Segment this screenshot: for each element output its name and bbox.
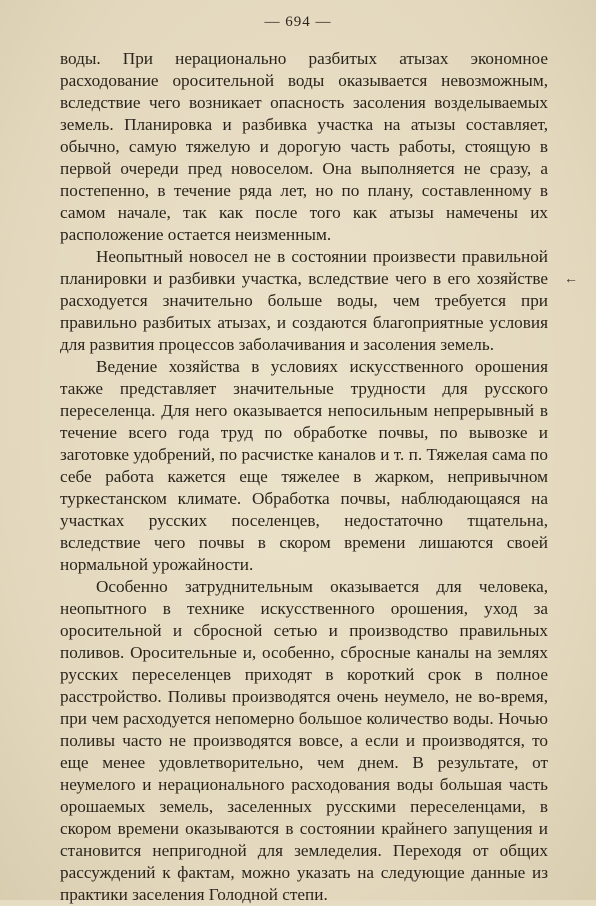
page-number: — 694 — — [264, 14, 332, 30]
paragraph-2: Неопытный новосел не в состоянии произвести правильной планировки и разбивки участка, вследствие чего в его хозяйстве расходуется значительно больше воды, чем требуется при правильно разбитых атызах, и создаются благоприятные условия для развития процессов заболачивания и засоления земель. — [60, 247, 548, 354]
paragraph-4: Особенно затруднительным оказывается для человека, неопытного в технике искусственного орошения, уход за оросительной и сбросной сетью и производство правильных поливов. Оросительные и, особенно, сбросные каналы на землях русских переселенцев приходят в короткий срок в полное расстройство. Поливы производятся очень неумело, не во-время, при чем расходуется непомерно большое количество воды. Ночью поливы часто не производятся вовсе, а если и производятся, то еще менее удовлетворительно, чем днем. В результате, от неумелого и нерационального расходования воды большая часть орошаемых земель, заселенных русскими переселенцами, в скором времени оказываются в состоянии крайнего запущения и становится непригодной для земледелия. Переходя от общих рассуждений к фактам, можно указать на следующие данные из практики заселения Голодной степи. — [60, 577, 548, 904]
paragraph-1: воды. При нерационально разбитых атызах экономное расходование оросительной воды оказывается невозможным, вследствие чего возникает опасность засоления возделываемых земель. Планировка и разбивка участка на атызы составляет, обычно, самую тяжелую и дорогую часть работы, стоящую в первой очереди пред новоселом. Она выполняется не сразу, а постепенно, в течение ряда лет, но по плану, составленному в самом начале, так как после того как атызы намечены их расположение остается неизменным. — [60, 49, 548, 244]
body-text — [60, 48, 548, 906]
margin-mark-icon: ← — [564, 272, 578, 287]
paragraph-3: Ведение хозяйства в условиях искусственного орошения также представляет значительные трудности для русского переселенца. Для него оказывается непосильным непрерывный в течение всего года труд по обработке почвы, по вывозке и заготовке удобрений, по расчистке каналов и т. п. Тяжелая сама по себе работа кажется еще тяжелее в жарком, непривычном туркестанском климате. Обработка почвы, наблюдающаяся на участках русских поселенцев, недостаточно тщательна, вследствие чего почвы в скором времени лишаются своей нормальной урожайности. — [60, 357, 548, 574]
